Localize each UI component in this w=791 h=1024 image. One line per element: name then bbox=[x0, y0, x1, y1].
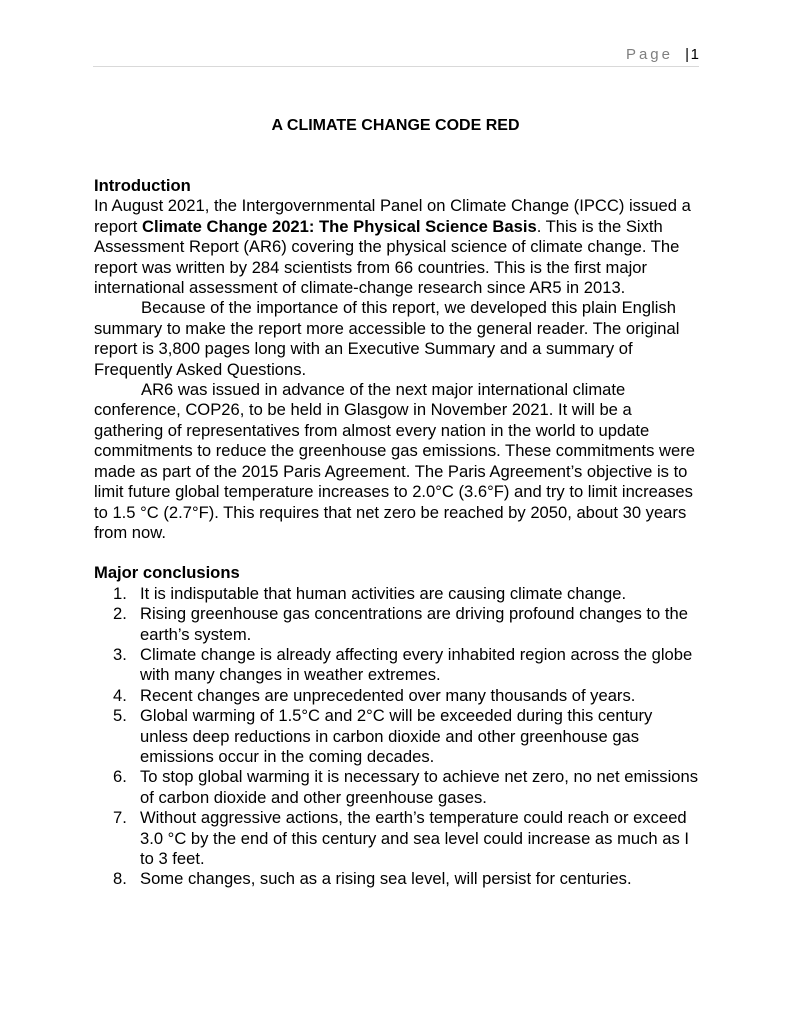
list-item bbox=[94, 604, 704, 645]
list-number: 8. bbox=[113, 869, 127, 889]
page-separator: | bbox=[685, 46, 689, 63]
intro-paragraph-1 bbox=[94, 196, 704, 298]
list-item bbox=[94, 767, 704, 808]
list-item bbox=[94, 686, 704, 706]
list-item bbox=[94, 869, 704, 889]
list-item bbox=[94, 808, 704, 869]
page-header bbox=[93, 46, 699, 67]
list-number: 6. bbox=[113, 767, 127, 787]
section-spacer bbox=[94, 543, 704, 563]
major-conclusions-heading: Major conclusions bbox=[94, 563, 240, 583]
introduction-heading: Introduction bbox=[94, 176, 191, 195]
list-item-text: Rising greenhouse gas concentrations are driving profound changes to the earth’s system. bbox=[140, 604, 688, 644]
page-number: 1 bbox=[690, 46, 699, 63]
page-label: Page bbox=[625, 46, 673, 63]
list-item-text: Recent changes are unprecedented over many thousands of years. bbox=[140, 685, 636, 705]
list-number: 2. bbox=[113, 604, 127, 624]
list-number: 1. bbox=[113, 583, 127, 603]
list-item-text: It is indisputable that human activities are causing climate change. bbox=[140, 583, 627, 603]
list-number: 4. bbox=[113, 685, 127, 705]
list-item-text: To stop global warming it is necessary to achieve net zero, no net emissions of carbon dioxide and other greenhouse gases. bbox=[140, 767, 699, 807]
list-number: 7. bbox=[113, 808, 127, 828]
list-item bbox=[94, 706, 704, 767]
intro-paragraph-3: AR6 was issued in advance of the next major international climate conference, COP26, to be held in Glasgow in November 2021. It will be a gathering of representatives from almost every nation in the world to update commitments to reduce the greenhouse gas emissions. These commitments were made as part of the 2015 Paris Agreement. The Paris Agreement’s objective is to limit future global temperature increases to 2.0°C (3.6°F) and try to limit increases to 1.5 °C (2.7°F). This requires that net zero be reached by 2050, about 30 years from now. bbox=[94, 380, 696, 542]
list-item-text: Some changes, such as a rising sea level, will persist for centuries. bbox=[140, 869, 632, 889]
document-body bbox=[94, 176, 704, 890]
document-title: A CLIMATE CHANGE CODE RED bbox=[271, 117, 520, 134]
list-number: 5. bbox=[113, 706, 127, 726]
intro-p1-end: . This is the Sixth Assessment Report (AR6) covering the physical science of climate change. The report was written by 284 scientists from 66 countries. This is the first major international assessment of climate-change research since AR5 in 2013. bbox=[94, 216, 680, 298]
list-item-text: Global warming of 1.5°C and 2°C will be exceeded during this century unless deep reductions in carbon dioxide and other greenhouse gas emissions occur in the coming decades. bbox=[140, 706, 653, 766]
intro-paragraph-2: Because of the importance of this report, we developed this plain English summary to make the report more accessible to the general reader. The original report is 3,800 pages long with an Executive Summary and a summary of Frequently Asked Questions. bbox=[94, 298, 680, 379]
list-item-text: Climate change is already affecting every inhabited region across the globe with many changes in weather extremes. bbox=[140, 644, 693, 685]
list-number: 3. bbox=[113, 644, 127, 664]
conclusions-list bbox=[94, 584, 704, 890]
list-item bbox=[94, 584, 704, 604]
list-item-text: Without aggressive actions, the earth’s temperature could reach or exceed 3.0 °C by the end of this century and sea level could increase as much as I to 3 feet. bbox=[140, 808, 690, 868]
intro-p1-start: In August 2021, the Intergovernmental Panel on Climate Change (IPCC) issued a report bbox=[94, 196, 691, 236]
report-title: Climate Change 2021: The Physical Science Basis bbox=[141, 216, 537, 236]
list-item bbox=[94, 645, 704, 686]
